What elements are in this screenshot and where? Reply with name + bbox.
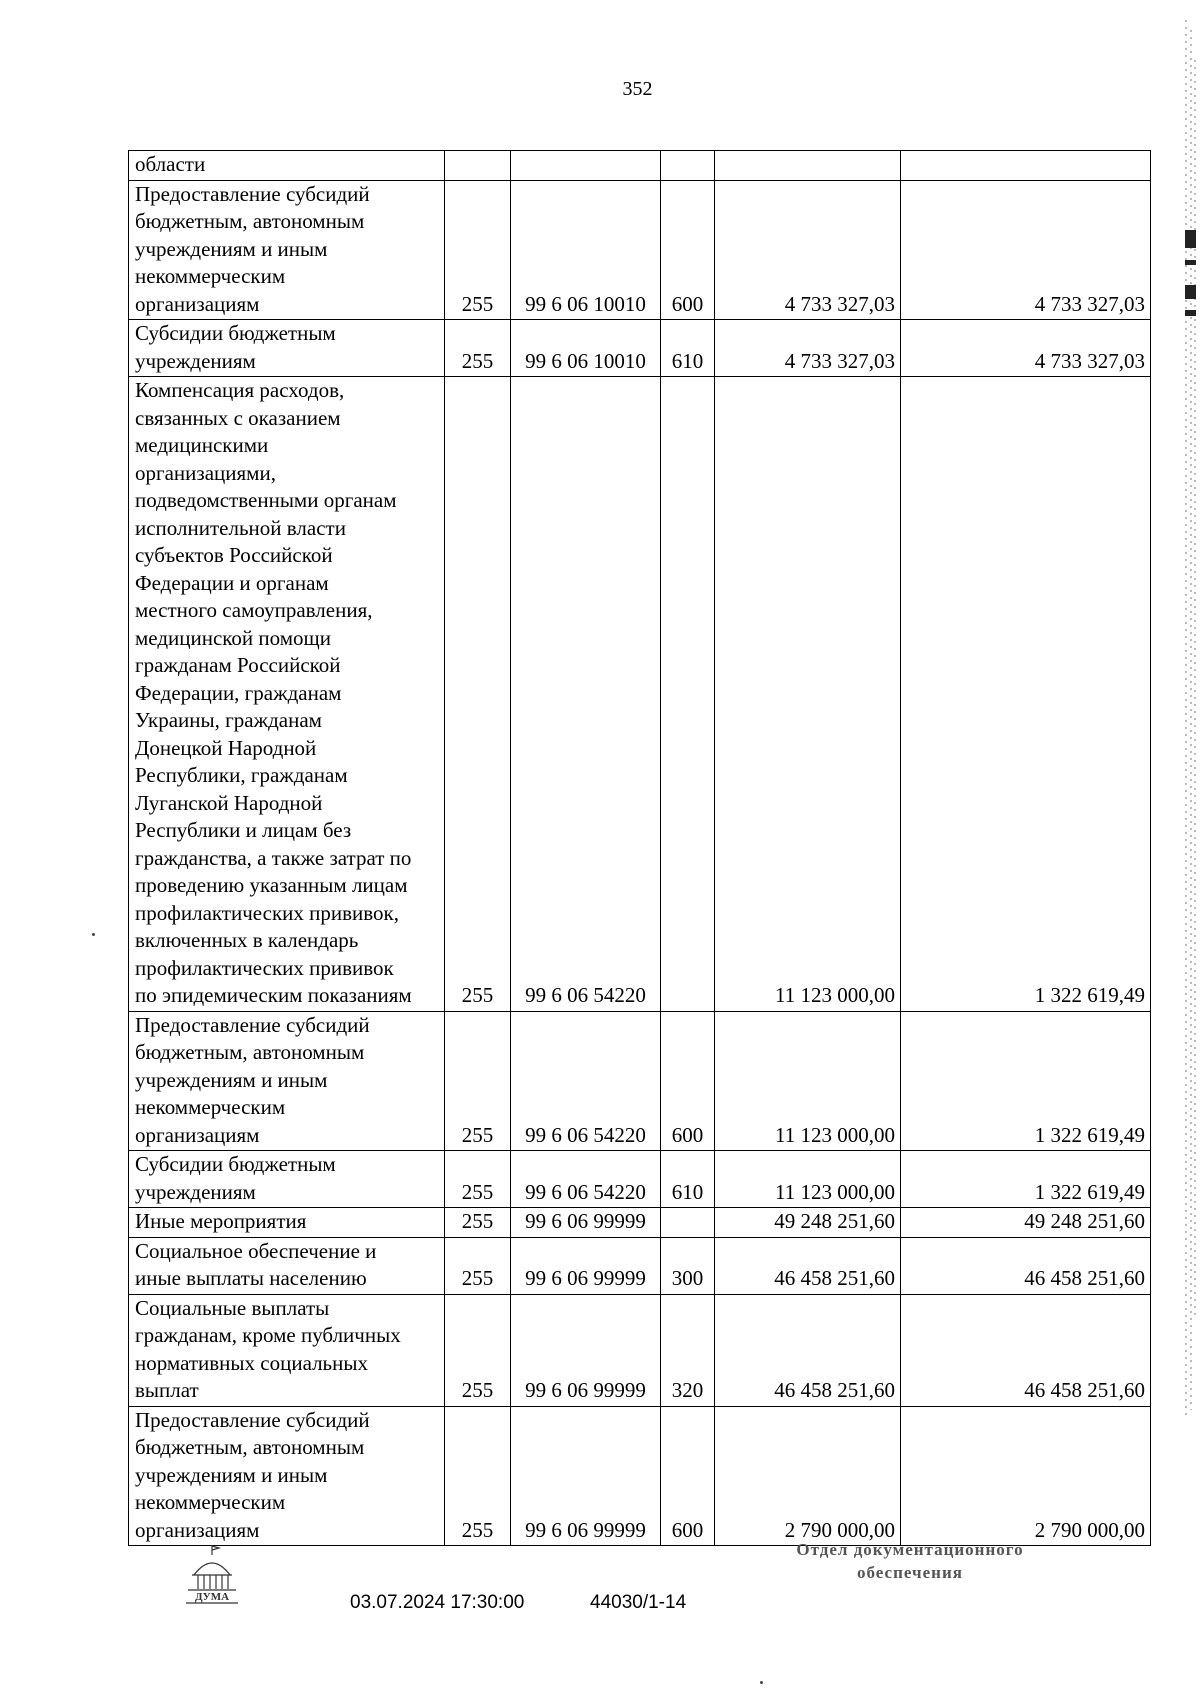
scan-dot xyxy=(760,1681,763,1684)
cell-name: области xyxy=(129,151,445,181)
scan-dot xyxy=(92,933,95,936)
cell-department-code: 255 xyxy=(445,180,511,320)
footer-registration-number: 44030/1-14 xyxy=(590,1592,687,1613)
cell-target-article: 99 6 06 99999 xyxy=(511,1237,661,1294)
cell-target-article: 99 6 06 54220 xyxy=(511,377,661,1012)
table-row xyxy=(129,320,1151,377)
cell-amount-1: 46 458 251,60 xyxy=(715,1294,901,1406)
cell-amount-1: 2 790 000,00 xyxy=(715,1406,901,1546)
cell-expense-type xyxy=(661,1208,715,1238)
table-row xyxy=(129,1011,1151,1151)
cell-department-code: 255 xyxy=(445,320,511,377)
cell-target-article: 99 6 06 10010 xyxy=(511,180,661,320)
cell-name: Социальные выплаты гражданам, кроме публичных нормативных социальных выплат xyxy=(129,1294,445,1406)
cell-amount-2: 1 322 619,49 xyxy=(901,377,1151,1012)
duma-building-icon xyxy=(182,1543,242,1607)
footer-datetime: 03.07.2024 17:30:00 xyxy=(350,1592,525,1613)
cell-expense-type: 610 xyxy=(661,320,715,377)
cell-amount-1: 49 248 251,60 xyxy=(715,1208,901,1238)
table-row xyxy=(129,1151,1151,1208)
cell-target-article xyxy=(511,151,661,181)
cell-expense-type: 600 xyxy=(661,180,715,320)
table-row xyxy=(129,180,1151,320)
cell-amount-2: 46 458 251,60 xyxy=(901,1237,1151,1294)
cell-department-code: 255 xyxy=(445,1151,511,1208)
scan-edge-marks xyxy=(1183,20,1197,1420)
cell-expense-type xyxy=(661,151,715,181)
cell-expense-type: 300 xyxy=(661,1237,715,1294)
table-row xyxy=(129,1294,1151,1406)
cell-department-code xyxy=(445,151,511,181)
cell-target-article: 99 6 06 99999 xyxy=(511,1208,661,1238)
cell-amount-1: 4 733 327,03 xyxy=(715,320,901,377)
cell-target-article: 99 6 06 10010 xyxy=(511,320,661,377)
cell-name: Компенсация расходов, связанных с оказанием медицинскими организациями, подведомственными органам исполнительной власти субъектов Российской Федерации и органам местного самоуправления, медицинской помощи гражданам Российской Федерации, гражданам Украины, гражданам Донецкой Народной Республики, гражданам Луганской Народной Республики и лицам без гражданства, а также затрат по проведению указанным лицам профилактических прививок, включенных в календарь профилактических прививок по эпидемическим показаниям xyxy=(129,377,445,1012)
cell-amount-2: 1 322 619,49 xyxy=(901,1151,1151,1208)
cell-name: Субсидии бюджетным учреждениям xyxy=(129,1151,445,1208)
cell-expense-type: 610 xyxy=(661,1151,715,1208)
cell-department-code: 255 xyxy=(445,1294,511,1406)
cell-amount-1 xyxy=(715,151,901,181)
cell-name: Субсидии бюджетным учреждениям xyxy=(129,320,445,377)
svg-text:ДУМА: ДУМА xyxy=(194,1591,230,1603)
budget-table xyxy=(128,150,1151,1546)
duma-logo-icon xyxy=(182,1543,242,1607)
cell-department-code: 255 xyxy=(445,1011,511,1151)
cell-amount-2: 4 733 327,03 xyxy=(901,320,1151,377)
cell-target-article: 99 6 06 54220 xyxy=(511,1151,661,1208)
cell-amount-1: 4 733 327,03 xyxy=(715,180,901,320)
table-row xyxy=(129,1237,1151,1294)
cell-amount-2: 4 733 327,03 xyxy=(901,180,1151,320)
cell-expense-type: 600 xyxy=(661,1011,715,1151)
cell-amount-2 xyxy=(901,151,1151,181)
table-row xyxy=(129,151,1151,181)
document-stamp: Отдел документационного обеспечения xyxy=(796,1540,1024,1582)
table-row xyxy=(129,1208,1151,1238)
cell-name: Иные мероприятия xyxy=(129,1208,445,1238)
cell-department-code: 255 xyxy=(445,1208,511,1238)
cell-expense-type: 600 xyxy=(661,1406,715,1546)
cell-amount-1: 11 123 000,00 xyxy=(715,1011,901,1151)
cell-amount-1: 11 123 000,00 xyxy=(715,377,901,1012)
page-number: 352 xyxy=(622,78,653,100)
cell-target-article: 99 6 06 54220 xyxy=(511,1011,661,1151)
table-row xyxy=(129,1406,1151,1546)
cell-department-code: 255 xyxy=(445,1406,511,1546)
budget-table-body xyxy=(129,151,1151,1546)
cell-expense-type xyxy=(661,377,715,1012)
cell-name: Социальное обеспечение и иные выплаты населению xyxy=(129,1237,445,1294)
cell-expense-type: 320 xyxy=(661,1294,715,1406)
cell-amount-1: 46 458 251,60 xyxy=(715,1237,901,1294)
cell-name: Предоставление субсидий бюджетным, автономным учреждениям и иным некоммерческим организациям xyxy=(129,1011,445,1151)
cell-amount-2: 2 790 000,00 xyxy=(901,1406,1151,1546)
cell-target-article: 99 6 06 99999 xyxy=(511,1406,661,1546)
cell-target-article: 99 6 06 99999 xyxy=(511,1294,661,1406)
cell-amount-1: 11 123 000,00 xyxy=(715,1151,901,1208)
cell-department-code: 255 xyxy=(445,1237,511,1294)
table-row xyxy=(129,377,1151,1012)
cell-department-code: 255 xyxy=(445,377,511,1012)
cell-amount-2: 1 322 619,49 xyxy=(901,1011,1151,1151)
cell-name: Предоставление субсидий бюджетным, автономным учреждениям и иным некоммерческим организациям xyxy=(129,180,445,320)
cell-amount-2: 46 458 251,60 xyxy=(901,1294,1151,1406)
cell-name: Предоставление субсидий бюджетным, автономным учреждениям и иным некоммерческим организациям xyxy=(129,1406,445,1546)
cell-amount-2: 49 248 251,60 xyxy=(901,1208,1151,1238)
